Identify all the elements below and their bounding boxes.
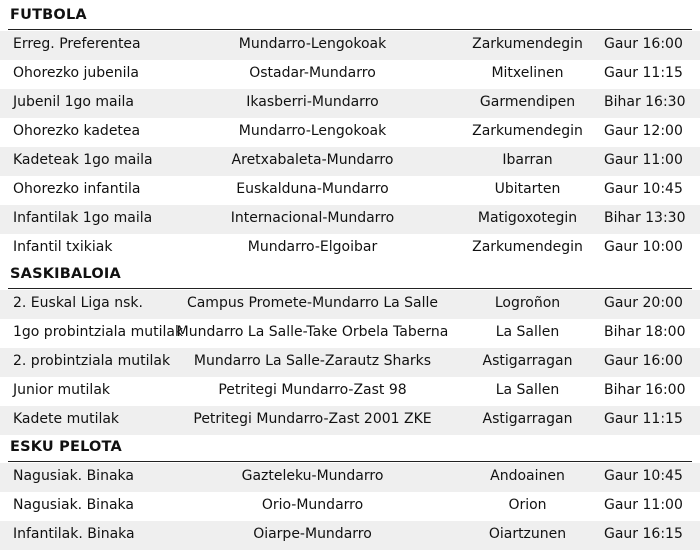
venue-cell: Mitxelinen	[491, 65, 564, 81]
time-cell: Gaur 10:45	[604, 468, 683, 484]
venue-cell: Andoainen	[490, 468, 565, 484]
time-cell: Gaur 12:00	[604, 123, 683, 139]
table-row	[0, 234, 700, 263]
category-cell: 2. probintziala mutilak	[13, 353, 171, 369]
venue-cell: Logroñon	[494, 295, 561, 311]
match-cell: Orio-Mundarro	[261, 497, 364, 513]
time-cell: Gaur 20:00	[604, 295, 683, 311]
category-cell: Ohorezko jubenila	[13, 65, 139, 81]
time-cell: Bihar 16:30	[604, 94, 686, 110]
table-row	[0, 492, 700, 521]
section-title-futbola: FUTBOLA	[10, 7, 87, 23]
table-row	[0, 176, 700, 205]
section-divider	[8, 461, 692, 462]
table-row	[0, 290, 700, 319]
venue-cell: Orion	[508, 497, 547, 513]
category-cell: Jubenil 1go maila	[13, 94, 134, 110]
time-cell: Gaur 11:15	[604, 65, 683, 81]
time-cell: Bihar 16:00	[604, 382, 686, 398]
section-title-esku-pelota: ESKU PELOTA	[10, 439, 122, 455]
match-cell: Ostadar-Mundarro	[249, 65, 376, 81]
venue-cell: Garmendipen	[479, 94, 576, 110]
table-row	[0, 406, 700, 435]
time-cell: Gaur 16:00	[604, 353, 683, 369]
category-cell: Ohorezko kadetea	[13, 123, 141, 139]
venue-cell: Matigoxotegin	[477, 210, 578, 226]
match-cell: Petritegi Mundarro-Zast 98	[218, 382, 407, 398]
venue-cell: La Sallen	[495, 324, 560, 340]
table-row	[0, 377, 700, 406]
category-cell: Infantil txikiak	[13, 239, 113, 255]
category-cell: Infantilak. Binaka	[13, 526, 135, 542]
match-cell: Gazteleku-Mundarro	[241, 468, 384, 484]
venue-cell: Astigarragan	[482, 353, 573, 369]
category-cell: Nagusiak. Binaka	[13, 468, 134, 484]
table-row	[0, 319, 700, 348]
category-cell: Erreg. Preferentea	[13, 36, 141, 52]
time-cell: Gaur 11:00	[604, 497, 683, 513]
table-row	[0, 147, 700, 176]
time-cell: Gaur 11:00	[604, 152, 683, 168]
category-cell: Kadete mutilak	[13, 411, 120, 427]
match-cell: Campus Promete-Mundarro La Salle	[186, 295, 439, 311]
venue-cell: Zarkumendegin	[472, 36, 583, 52]
section-divider	[8, 29, 692, 30]
time-cell: Bihar 18:00	[604, 324, 686, 340]
category-cell: 2. Euskal Liga nsk.	[13, 295, 143, 311]
venue-cell: Zarkumendegin	[472, 123, 583, 139]
match-cell: Mundarro-Lengokoak	[238, 36, 387, 52]
table-row	[0, 118, 700, 147]
table-row	[0, 348, 700, 377]
category-cell: 1go probintziala mutilak	[13, 324, 184, 340]
category-cell: Nagusiak. Binaka	[13, 497, 134, 513]
table-row	[0, 463, 700, 492]
category-cell: Kadeteak 1go maila	[13, 152, 153, 168]
match-cell: Petritegi Mundarro-Zast 2001 ZKE	[193, 411, 432, 427]
category-cell: Junior mutilak	[13, 382, 111, 398]
table-row	[0, 89, 700, 118]
match-cell: Mundarro-Elgoibar	[247, 239, 378, 255]
match-cell: Mundarro La Salle-Zarautz Sharks	[193, 353, 432, 369]
venue-cell: Ubitarten	[494, 181, 561, 197]
venue-cell: Oiartzunen	[488, 526, 567, 542]
time-cell: Gaur 16:00	[604, 36, 683, 52]
match-cell: Internacional-Mundarro	[230, 210, 395, 226]
time-cell: Bihar 13:30	[604, 210, 686, 226]
match-cell: Oiarpe-Mundarro	[253, 526, 372, 542]
category-cell: Ohorezko infantila	[13, 181, 141, 197]
match-cell: Mundarro La Salle-Take Orbela Taberna	[176, 324, 449, 340]
venue-cell: Ibarran	[502, 152, 553, 168]
section-divider	[8, 288, 692, 289]
venue-cell: Zarkumendegin	[472, 239, 583, 255]
match-cell: Ikasberri-Mundarro	[246, 94, 379, 110]
table-row	[0, 31, 700, 60]
time-cell: Gaur 11:15	[604, 411, 683, 427]
table-row	[0, 521, 700, 550]
table-row	[0, 60, 700, 89]
venue-cell: Astigarragan	[482, 411, 573, 427]
time-cell: Gaur 16:15	[604, 526, 683, 542]
section-title-saskibaloia: SASKIBALOIA	[10, 266, 121, 282]
match-cell: Mundarro-Lengokoak	[238, 123, 387, 139]
category-cell: Infantilak 1go maila	[13, 210, 153, 226]
table-row	[0, 205, 700, 234]
match-cell: Aretxabaleta-Mundarro	[231, 152, 394, 168]
match-cell: Euskalduna-Mundarro	[236, 181, 389, 197]
venue-cell: La Sallen	[495, 382, 560, 398]
time-cell: Gaur 10:45	[604, 181, 683, 197]
time-cell: Gaur 10:00	[604, 239, 683, 255]
